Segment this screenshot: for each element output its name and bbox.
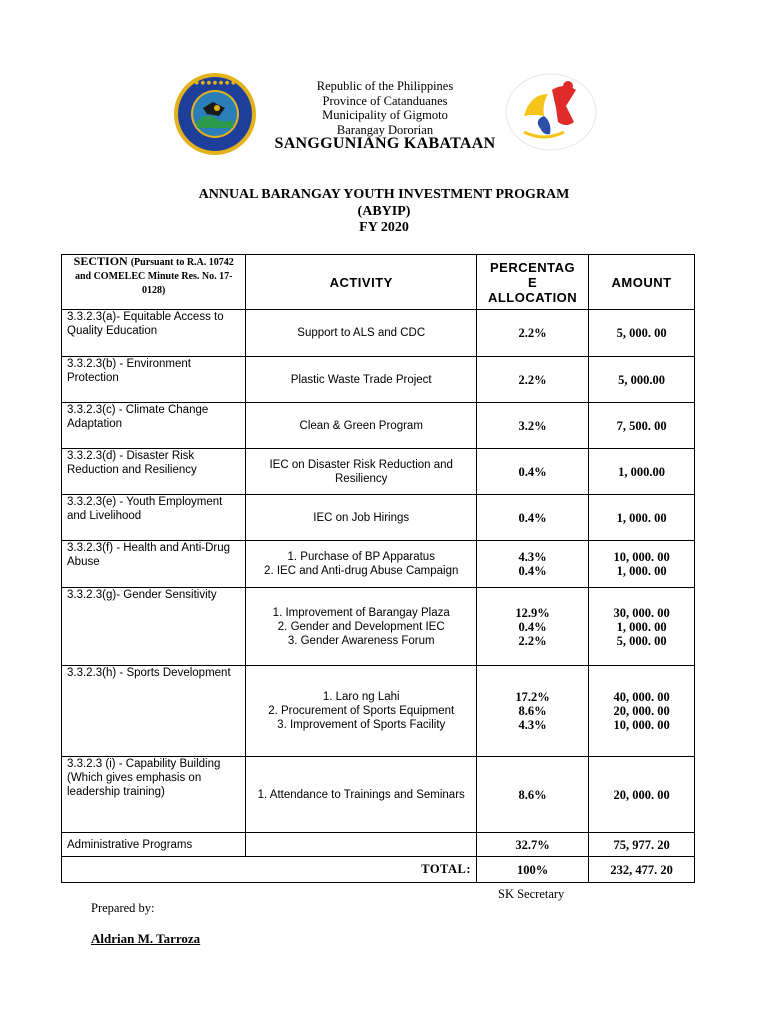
activity-cell <box>246 666 477 757</box>
program-title-line-2: (ABYIP) <box>357 203 411 219</box>
section-text: Administrative Programs <box>67 838 193 851</box>
amount-value: 1, 000.00 <box>618 464 665 479</box>
section-text: 3.3.2.3(h) - Sports Development <box>67 667 231 679</box>
prepared-by-label: Prepared by: <box>91 901 155 915</box>
activity-cell <box>246 403 477 449</box>
section-text: 3.3.2.3(b) - Environment Protection <box>67 358 192 384</box>
percentage-value: 4.3% <box>518 718 547 732</box>
activity-text: 1. Laro ng Lahi <box>322 691 400 703</box>
amount-value: 5, 000. 00 <box>616 633 667 648</box>
table-row <box>62 495 695 541</box>
amount-cell <box>589 495 695 541</box>
table-row <box>62 588 695 666</box>
amount-cell <box>589 310 695 357</box>
percentage-value: 2.2% <box>518 326 547 340</box>
percentage-value: 8.6% <box>518 704 547 718</box>
amount-value: 20, 000. 00 <box>613 787 670 802</box>
amount-cell <box>589 666 695 757</box>
abyip-table <box>61 254 695 883</box>
header-section <box>62 255 246 310</box>
section-cell <box>62 666 246 757</box>
sk-secretary-label: SK Secretary <box>498 887 565 901</box>
government-header <box>240 79 530 137</box>
percentage-value: 2.2% <box>518 372 547 387</box>
activity-cell <box>246 541 477 588</box>
percentage-value: 17.2% <box>515 690 550 704</box>
percentage-value: 2.2% <box>518 633 547 648</box>
percentage-cell <box>477 310 589 357</box>
header-section-note: (Pursuant to R.A. 10742 and COMELEC Minute Res. No. 17-0128) <box>74 257 234 296</box>
activity-cell <box>246 833 477 857</box>
amount-cell <box>589 757 695 833</box>
svg-text:● ● ● ● ● ● ●: ● ● ● ● ● ● ● <box>194 80 236 86</box>
section-cell <box>62 541 246 588</box>
percentage-cell <box>477 403 589 449</box>
percentage-value: 32.7% <box>515 837 550 852</box>
table-body <box>62 310 695 883</box>
percentage-value: 0.4% <box>518 464 547 479</box>
amount-value: 1, 000. 00 <box>616 619 667 634</box>
amount-cell <box>589 449 695 495</box>
percentage-cell <box>477 666 589 757</box>
header-percentage <box>477 255 589 310</box>
amount-cell <box>589 403 695 449</box>
amount-value: 1, 000. 00 <box>616 510 667 525</box>
amount-value: 5, 000. 00 <box>616 326 667 340</box>
section-text: 3.3.2.3(g)- Gender Sensitivity <box>67 589 217 601</box>
percentage-cell <box>477 357 589 403</box>
activity-text: 2. Procurement of Sports Equipment <box>268 705 455 717</box>
percentage-cell <box>477 757 589 833</box>
activity-text: Clean & Green Program <box>299 419 423 432</box>
percentage-cell <box>477 541 589 588</box>
section-cell <box>62 403 246 449</box>
amount-cell <box>589 541 695 588</box>
amount-value: 7, 500. 00 <box>616 418 667 433</box>
activity-text: 1. Attendance to Trainings and Seminars <box>257 788 465 801</box>
percentage-value: 12.9% <box>515 605 550 620</box>
amount-value: 20, 000. 00 <box>613 704 670 718</box>
total-row <box>62 857 695 883</box>
table-row <box>62 541 695 588</box>
activity-text: Support to ALS and CDC <box>297 327 426 339</box>
section-text: 3.3.2.3(d) - Disaster Risk Reduction and Resiliency <box>67 450 197 476</box>
activity-text: 3. Gender Awareness Forum <box>287 634 435 647</box>
amount-value: 10, 000. 00 <box>613 718 670 732</box>
activity-cell <box>246 357 477 403</box>
header-activity: ACTIVITY <box>246 255 477 310</box>
activity-cell <box>246 310 477 357</box>
percentage-value: 4.3% <box>518 550 547 564</box>
header-percentage-line-1: PERCENTAG <box>489 259 576 275</box>
table-row <box>62 666 695 757</box>
section-text: 3.3.2.3 (i) - Capability Building (Which gives emphasis on leadership training) <box>67 758 221 798</box>
header-line-barangay: Barangay Dororian <box>336 122 434 137</box>
percentage-value: 3.2% <box>518 418 547 433</box>
program-title-line-1: ANNUAL BARANGAY YOUTH INVESTMENT PROGRAM <box>198 187 570 202</box>
section-text: 3.3.2.3(c) - Climate Change Adaptation <box>67 404 209 430</box>
organization-title: SANGGUNIANG KABATAAN <box>274 135 496 152</box>
percentage-cell <box>477 495 589 541</box>
activity-cell <box>246 495 477 541</box>
section-cell <box>62 495 246 541</box>
amount-value: 40, 000. 00 <box>613 690 670 704</box>
section-cell <box>62 357 246 403</box>
header-line-province: Province of Catanduanes <box>322 93 448 108</box>
header-percentage-line-3: ALLOCATION <box>487 289 578 305</box>
section-cell <box>62 833 246 857</box>
activity-cell <box>246 449 477 495</box>
section-text: 3.3.2.3(a)- Equitable Access to Quality Education <box>67 311 224 337</box>
total-amount: 232, 477. 20 <box>589 857 695 883</box>
activity-text: 2. Gender and Development IEC <box>277 620 445 633</box>
header-percentage-line-2: E <box>527 274 538 290</box>
activity-text: 1. Improvement of Barangay Plaza <box>272 606 450 619</box>
header-line-municipality: Municipality of Gigmoto <box>322 108 448 122</box>
table-header-row <box>62 255 695 310</box>
activity-text: 2. IEC and Anti-drug Abuse Campaign <box>264 565 459 577</box>
amount-cell <box>589 588 695 666</box>
activity-text: IEC on Job Hirings <box>313 511 410 524</box>
amount-value: 75, 977. 20 <box>613 837 670 852</box>
amount-value: 30, 000. 00 <box>613 605 670 620</box>
percentage-value: 0.4% <box>518 619 547 634</box>
percentage-value: 0.4% <box>518 510 547 525</box>
program-title-line-3: FY 2020 <box>359 220 409 235</box>
section-cell <box>62 757 246 833</box>
header-section-label: SECTION <box>73 254 128 268</box>
percentage-value: 8.6% <box>518 787 547 802</box>
table-row <box>62 310 695 357</box>
section-cell <box>62 310 246 357</box>
activity-text: 1. Purchase of BP Apparatus <box>287 551 435 563</box>
percentage-cell <box>477 588 589 666</box>
amount-value: 10, 000. 00 <box>613 550 670 564</box>
percentage-value: 0.4% <box>518 564 547 578</box>
activity-text: IEC on Disaster Risk Reduction and Resiliency <box>269 458 453 485</box>
table-row <box>62 449 695 495</box>
activity-cell <box>246 757 477 833</box>
signer-name: Aldrian M. Tarroza <box>91 931 201 946</box>
percentage-cell <box>477 449 589 495</box>
activity-text: 3. Improvement of Sports Facility <box>277 719 446 731</box>
section-text: 3.3.2.3(f) - Health and Anti-Drug Abuse <box>67 542 230 568</box>
header-line-republic: Republic of the Philippines <box>316 79 454 93</box>
amount-value: 5, 000.00 <box>618 372 665 387</box>
section-cell <box>62 449 246 495</box>
total-percentage: 100% <box>477 857 589 883</box>
table-row <box>62 357 695 403</box>
table-row <box>62 833 695 857</box>
amount-cell <box>589 833 695 857</box>
activity-cell <box>246 588 477 666</box>
program-title <box>100 187 668 237</box>
header-amount: AMOUNT <box>589 255 695 310</box>
percentage-cell <box>477 833 589 857</box>
activity-text: Plastic Waste Trade Project <box>290 373 432 386</box>
table-row <box>62 757 695 833</box>
section-text: 3.3.2.3(e) - Youth Employment and Livelihood <box>67 496 223 522</box>
amount-value: 1, 000. 00 <box>616 564 667 578</box>
section-cell <box>62 588 246 666</box>
table-row <box>62 403 695 449</box>
total-label: TOTAL: <box>62 857 477 883</box>
amount-cell <box>589 357 695 403</box>
